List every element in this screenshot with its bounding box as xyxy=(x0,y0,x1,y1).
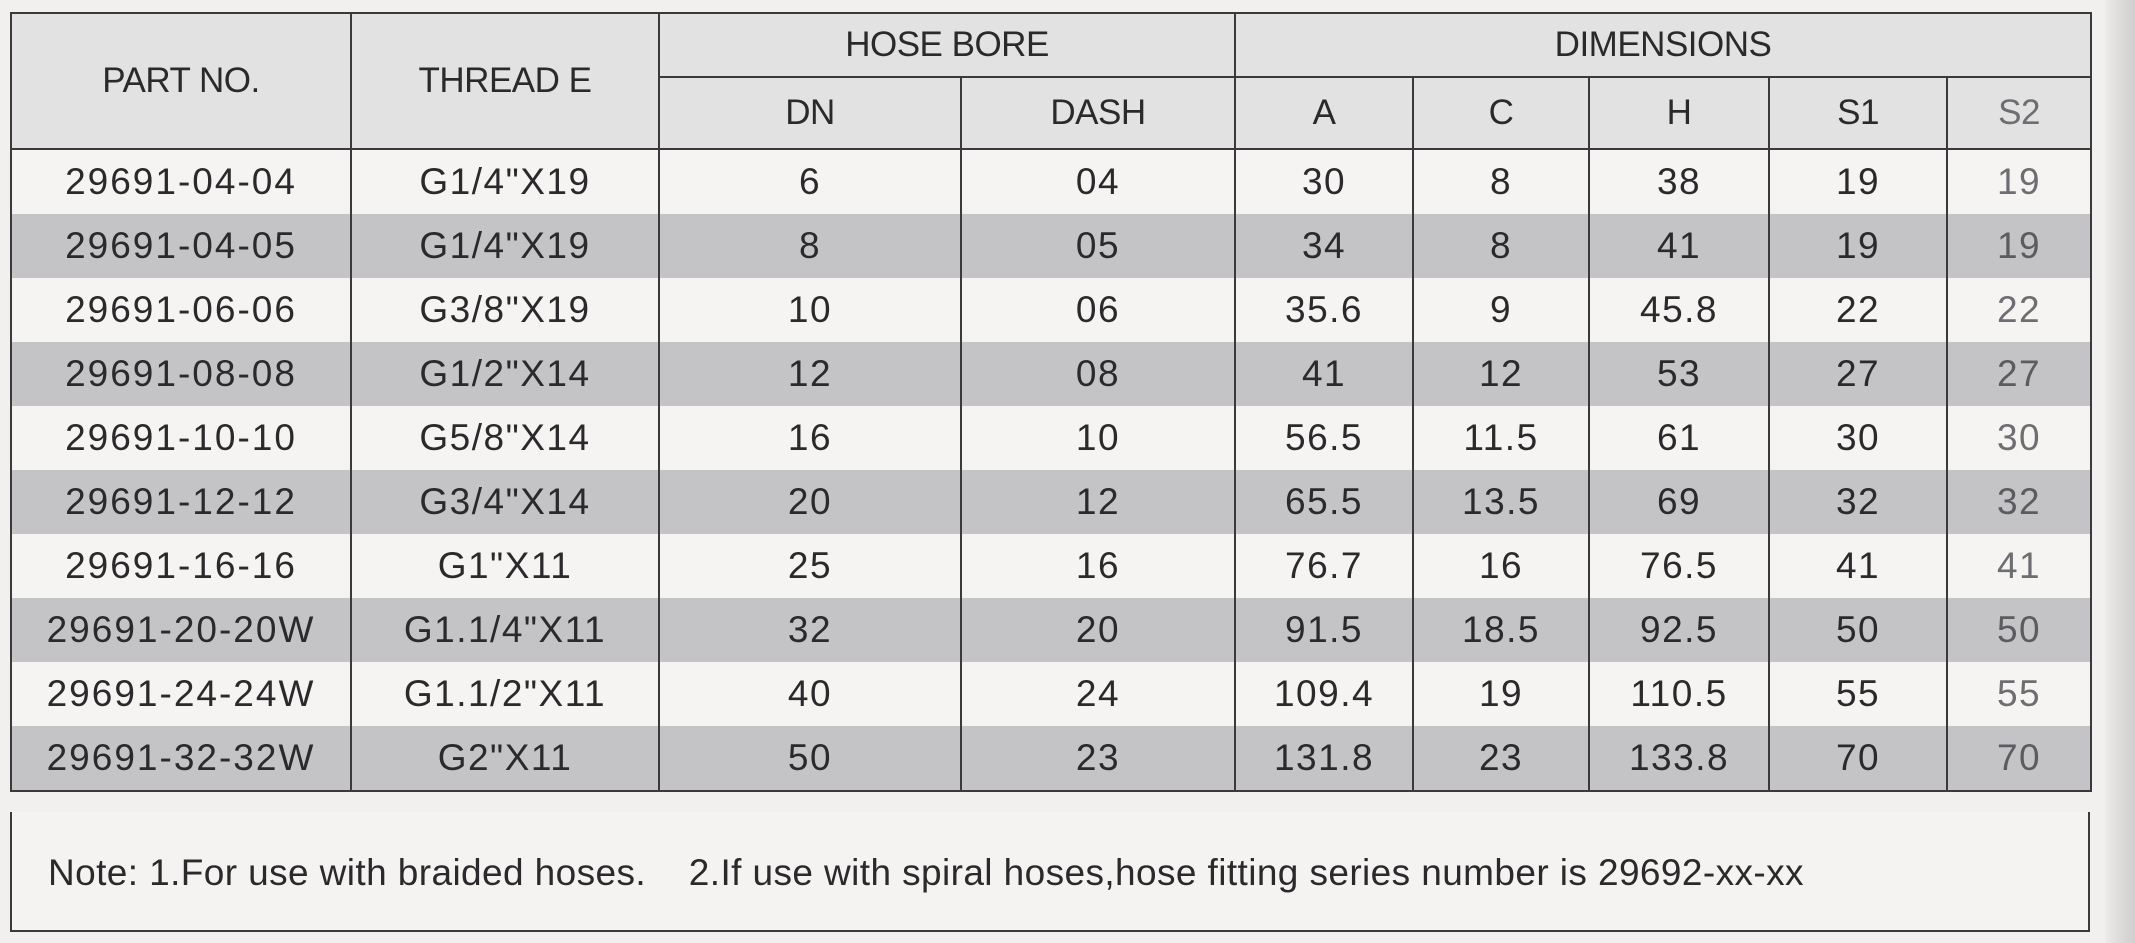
header-dn: DN xyxy=(659,77,961,149)
cell-s1: 32 xyxy=(1769,470,1947,534)
header-dimensions: DIMENSIONS xyxy=(1235,13,2091,77)
cell-s2: 55 xyxy=(1947,662,2091,726)
cell-part-no: 29691-06-06 xyxy=(11,278,351,342)
cell-dash: 05 xyxy=(961,214,1235,278)
cell-dn: 40 xyxy=(659,662,961,726)
cell-thread: G3/8"X19 xyxy=(351,278,659,342)
table-row xyxy=(11,470,2091,534)
cell-dash: 06 xyxy=(961,278,1235,342)
cell-s1: 19 xyxy=(1769,149,1947,214)
cell-dn: 10 xyxy=(659,278,961,342)
cell-dn: 6 xyxy=(659,149,961,214)
cell-thread: G5/8"X14 xyxy=(351,406,659,470)
cell-a: 76.7 xyxy=(1235,534,1413,598)
cell-a: 109.4 xyxy=(1235,662,1413,726)
cell-a: 30 xyxy=(1235,149,1413,214)
cell-dn: 12 xyxy=(659,342,961,406)
cell-dash: 23 xyxy=(961,726,1235,791)
cell-thread: G3/4"X14 xyxy=(351,470,659,534)
cell-dash: 24 xyxy=(961,662,1235,726)
header-a: A xyxy=(1235,77,1413,149)
cell-s2: 32 xyxy=(1947,470,2091,534)
cell-part-no: 29691-12-12 xyxy=(11,470,351,534)
cell-a: 56.5 xyxy=(1235,406,1413,470)
cell-dash: 10 xyxy=(961,406,1235,470)
table-row xyxy=(11,534,2091,598)
cell-h: 45.8 xyxy=(1589,278,1769,342)
cell-h: 61 xyxy=(1589,406,1769,470)
note-box xyxy=(10,812,2090,932)
cell-h: 69 xyxy=(1589,470,1769,534)
cell-h: 38 xyxy=(1589,149,1769,214)
cell-s2: 30 xyxy=(1947,406,2091,470)
cell-thread: G1/2"X14 xyxy=(351,342,659,406)
cell-h: 92.5 xyxy=(1589,598,1769,662)
page-edge-shadow xyxy=(2105,0,2135,943)
cell-part-no: 29691-24-24W xyxy=(11,662,351,726)
cell-thread: G1/4"X19 xyxy=(351,214,659,278)
cell-part-no: 29691-04-04 xyxy=(11,149,351,214)
cell-s2: 22 xyxy=(1947,278,2091,342)
cell-a: 65.5 xyxy=(1235,470,1413,534)
cell-thread: G1.1/2"X11 xyxy=(351,662,659,726)
cell-s1: 50 xyxy=(1769,598,1947,662)
cell-c: 12 xyxy=(1413,342,1589,406)
cell-part-no: 29691-04-05 xyxy=(11,214,351,278)
cell-thread: G1"X11 xyxy=(351,534,659,598)
header-thread: THREAD E xyxy=(351,13,659,149)
cell-dn: 32 xyxy=(659,598,961,662)
table-row xyxy=(11,342,2091,406)
fitting-spec-table xyxy=(10,12,2092,792)
cell-thread: G1/4"X19 xyxy=(351,149,659,214)
cell-c: 23 xyxy=(1413,726,1589,791)
header-s2: S2 xyxy=(1947,77,2091,149)
cell-h: 110.5 xyxy=(1589,662,1769,726)
cell-a: 41 xyxy=(1235,342,1413,406)
cell-s1: 55 xyxy=(1769,662,1947,726)
cell-s1: 30 xyxy=(1769,406,1947,470)
note-text: Note: 1.For use with braided hoses. 2.If use with spiral hoses,hose fitting series number is 29692-xx-xx xyxy=(48,852,1804,893)
cell-dash: 04 xyxy=(961,149,1235,214)
cell-s1: 27 xyxy=(1769,342,1947,406)
table-row xyxy=(11,726,2091,791)
cell-dash: 08 xyxy=(961,342,1235,406)
cell-c: 9 xyxy=(1413,278,1589,342)
cell-a: 34 xyxy=(1235,214,1413,278)
cell-s2: 27 xyxy=(1947,342,2091,406)
header-part-no: PART NO. xyxy=(11,13,351,149)
cell-a: 35.6 xyxy=(1235,278,1413,342)
cell-c: 11.5 xyxy=(1413,406,1589,470)
cell-dash: 12 xyxy=(961,470,1235,534)
cell-dn: 50 xyxy=(659,726,961,791)
table-row xyxy=(11,662,2091,726)
cell-c: 13.5 xyxy=(1413,470,1589,534)
cell-s2: 19 xyxy=(1947,214,2091,278)
header-c: C xyxy=(1413,77,1589,149)
cell-part-no: 29691-32-32W xyxy=(11,726,351,791)
cell-s1: 22 xyxy=(1769,278,1947,342)
cell-s2: 50 xyxy=(1947,598,2091,662)
table-row xyxy=(11,149,2091,214)
cell-dn: 20 xyxy=(659,470,961,534)
table-row xyxy=(11,278,2091,342)
cell-s1: 19 xyxy=(1769,214,1947,278)
cell-h: 76.5 xyxy=(1589,534,1769,598)
header-hose-bore: HOSE BORE xyxy=(659,13,1235,77)
cell-s1: 41 xyxy=(1769,534,1947,598)
cell-dash: 20 xyxy=(961,598,1235,662)
cell-part-no: 29691-10-10 xyxy=(11,406,351,470)
cell-s2: 41 xyxy=(1947,534,2091,598)
cell-part-no: 29691-16-16 xyxy=(11,534,351,598)
header-dash: DASH xyxy=(961,77,1235,149)
cell-thread: G1.1/4"X11 xyxy=(351,598,659,662)
cell-c: 18.5 xyxy=(1413,598,1589,662)
cell-dash: 16 xyxy=(961,534,1235,598)
cell-h: 41 xyxy=(1589,214,1769,278)
table-row xyxy=(11,214,2091,278)
header-s1: S1 xyxy=(1769,77,1947,149)
cell-c: 8 xyxy=(1413,149,1589,214)
cell-h: 133.8 xyxy=(1589,726,1769,791)
cell-dn: 8 xyxy=(659,214,961,278)
cell-s2: 19 xyxy=(1947,149,2091,214)
cell-part-no: 29691-08-08 xyxy=(11,342,351,406)
table-row xyxy=(11,406,2091,470)
header-h: H xyxy=(1589,77,1769,149)
cell-dn: 16 xyxy=(659,406,961,470)
cell-h: 53 xyxy=(1589,342,1769,406)
cell-thread: G2"X11 xyxy=(351,726,659,791)
cell-a: 91.5 xyxy=(1235,598,1413,662)
cell-c: 8 xyxy=(1413,214,1589,278)
cell-s1: 70 xyxy=(1769,726,1947,791)
cell-c: 19 xyxy=(1413,662,1589,726)
cell-a: 131.8 xyxy=(1235,726,1413,791)
cell-part-no: 29691-20-20W xyxy=(11,598,351,662)
cell-c: 16 xyxy=(1413,534,1589,598)
table-row xyxy=(11,598,2091,662)
cell-dn: 25 xyxy=(659,534,961,598)
cell-s2: 70 xyxy=(1947,726,2091,791)
